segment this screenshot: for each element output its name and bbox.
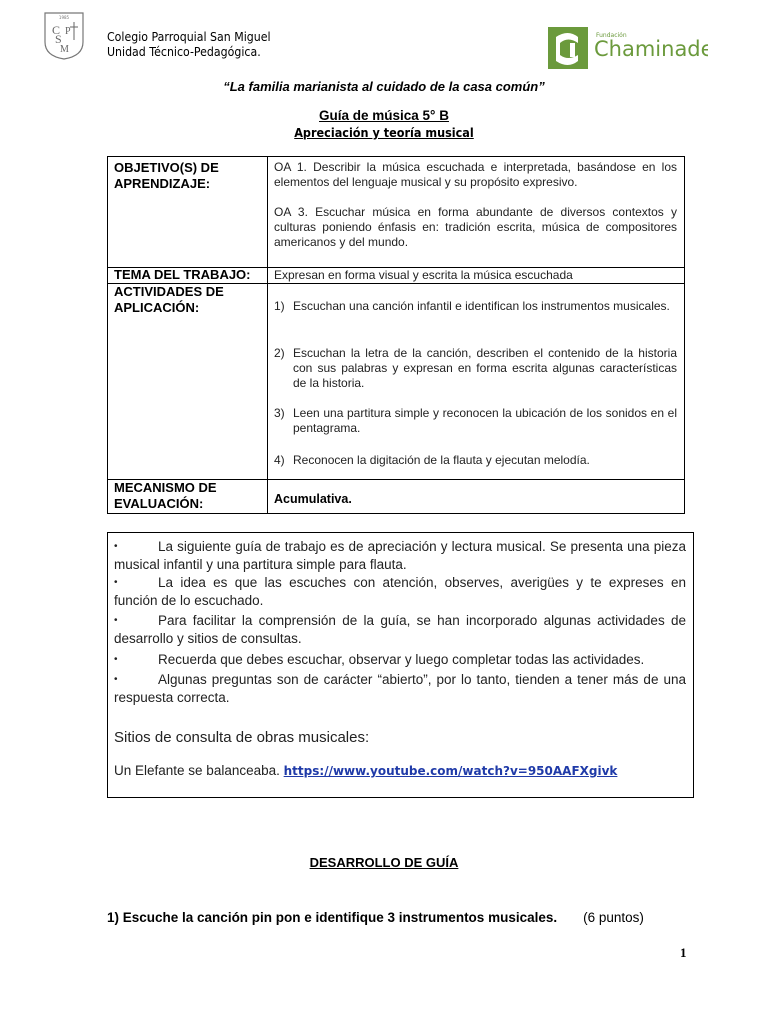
bullet-icon: • bbox=[114, 541, 118, 552]
school-name-line1: Colegio Parroquial San Miguel bbox=[107, 29, 271, 44]
instruction-bullet bbox=[114, 671, 686, 707]
logo-text: Chaminade bbox=[594, 37, 708, 61]
svg-text:M: M bbox=[60, 44, 69, 55]
actividades-label-line1: ACTIVIDADES DE bbox=[114, 284, 224, 299]
actividad-text: Reconocen la digitación de la flauta y ejecutan melodía. bbox=[293, 453, 590, 467]
actividad-text: Escuchan la letra de la canción, describen el contenido de la historia con sus palabras y expresan en forma escrita algunas características de la historia. bbox=[293, 346, 677, 390]
actividades-label bbox=[114, 284, 224, 316]
mecanismo-label bbox=[114, 480, 217, 512]
song-reference bbox=[114, 763, 617, 778]
instruction-bullet bbox=[114, 612, 686, 648]
actividad-item bbox=[274, 453, 677, 468]
actividad-number: 1) bbox=[274, 299, 285, 313]
page-number: 1 bbox=[680, 945, 687, 960]
objetivo-oa1: OA 1. Describir la música escuchada e interpretada, basándose en los elementos del lenguaje musical y su propósito expresivo. bbox=[274, 160, 677, 189]
objetivos-label-line2: APRENDIZAJE: bbox=[114, 176, 211, 191]
motto: “La familia marianista al cuidado de la casa común” bbox=[223, 79, 545, 94]
svg-text:P: P bbox=[65, 26, 71, 37]
actividad-text: Leen una partitura simple y reconocen la ubicación de los sonidos en el pentagrama. bbox=[293, 406, 677, 435]
bullet-text: Recuerda que debes escuchar, observar y luego completar todas las actividades. bbox=[158, 652, 645, 667]
bullet-text: La idea es que las escuches con atención, observes, averigües y te expreses en función de lo escuchado. bbox=[114, 575, 686, 608]
bullet-icon: • bbox=[114, 615, 118, 626]
actividad-number: 4) bbox=[274, 453, 285, 467]
bullet-text: Algunas preguntas son de carácter “abierto”, por lo tanto, tienden a tener más de una respuesta correcta. bbox=[114, 672, 686, 705]
bullet-icon: • bbox=[114, 674, 118, 685]
bullet-icon: • bbox=[114, 577, 118, 588]
question-1-text: 1) Escuche la canción pin pon e identifique 3 instrumentos musicales. bbox=[107, 910, 558, 925]
school-name bbox=[107, 29, 271, 59]
table-column-divider bbox=[267, 156, 268, 514]
svg-text:S: S bbox=[55, 32, 62, 46]
logo-small-text: Fundación bbox=[596, 32, 627, 39]
tema-label: TEMA DEL TRABAJO: bbox=[114, 267, 251, 282]
instruction-bullet bbox=[114, 538, 686, 574]
chaminade-logo bbox=[548, 27, 708, 69]
objetivo-oa3: OA 3. Escuchar música en forma abundante de diversos contextos y culturas poniendo énfasis en: tradición escrita, música de compositores americanos y del mundo. bbox=[274, 205, 677, 249]
objetivos-label-line1: OBJETIVO(S) DE bbox=[114, 160, 219, 175]
objetivos-label bbox=[114, 160, 219, 192]
question-1-points: (6 puntos) bbox=[583, 910, 644, 925]
song-link[interactable]: https://www.youtube.com/watch?v=950AAFXgivk bbox=[283, 764, 618, 778]
school-logo bbox=[42, 10, 86, 60]
actividades-label-line2: APLICACIÓN: bbox=[114, 300, 200, 315]
instruction-bullet bbox=[114, 574, 686, 610]
logo-year: 1985 bbox=[58, 15, 70, 20]
actividad-text: Escuchan una canción infantil e identifican los instrumentos musicales. bbox=[293, 299, 670, 313]
mecanismo-label-line2: EVALUACIÓN: bbox=[114, 496, 204, 511]
section-title: DESARROLLO DE GUÍA bbox=[309, 855, 459, 870]
actividad-item bbox=[274, 406, 677, 436]
actividad-number: 2) bbox=[274, 346, 285, 360]
actividad-item bbox=[274, 346, 677, 391]
svg-text:C: C bbox=[52, 23, 61, 37]
actividad-number: 3) bbox=[274, 406, 285, 420]
bullet-text: Para facilitar la comprensión de la guía, se han incorporado algunas actividades de desarrollo y sitios de consultas. bbox=[114, 613, 686, 646]
page-title: Guía de música 5° B bbox=[319, 108, 449, 123]
question-1 bbox=[107, 910, 644, 925]
tema-value: Expresan en forma visual y escrita la música escuchada bbox=[274, 268, 573, 282]
school-name-line2: Unidad Técnico-Pedagógica. bbox=[107, 44, 261, 59]
mecanismo-value: Acumulativa. bbox=[274, 492, 352, 506]
actividad-item bbox=[274, 299, 677, 314]
page-subtitle: Apreciación y teoría musical bbox=[294, 125, 474, 140]
song-label: Un Elefante se balanceaba. bbox=[114, 763, 280, 778]
bullet-icon: • bbox=[114, 654, 118, 665]
mecanismo-label-line1: MECANISMO DE bbox=[114, 480, 217, 495]
instruction-bullet bbox=[114, 651, 686, 669]
bullet-text: La siguiente guía de trabajo es de apreciación y lectura musical. Se presenta una pieza musical infantil y una partitura simple para flauta. bbox=[114, 539, 686, 572]
sites-heading: Sitios de consulta de obras musicales: bbox=[114, 729, 370, 746]
